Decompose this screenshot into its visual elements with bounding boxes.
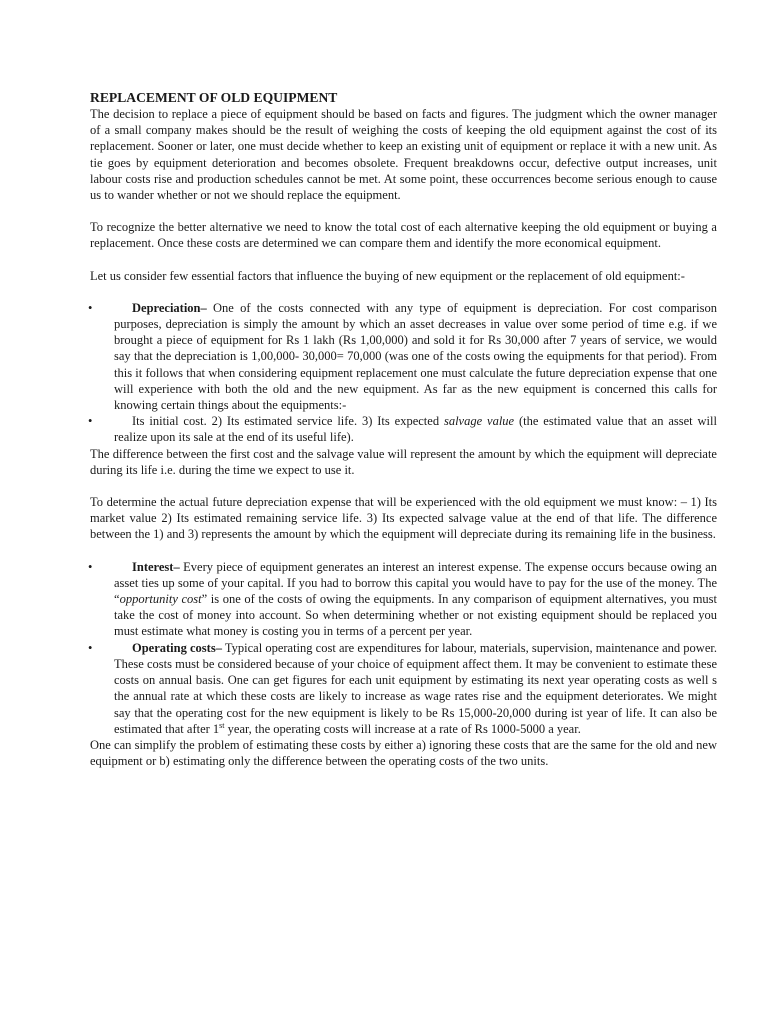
spacer [90,478,717,494]
operating-costs-text: Typical operating cost are expenditures for labour, materials, supervision, maintenance and power. These costs must be considered because of your choice of equipment affect them. It may be convenient to estimate these costs on annual basis. One can get figures for each unit equipment by estimating its next year operating costs as well s the annual rate at which these costs are likely to increase as wage rates rise and the equipment deteriorates. We might say that the operating cost for the new equipment is likely to be Rs 15,000-20,000 during ist year of life. It can also be estimated that after 1 [114,640,717,736]
bullet-icon: • [88,414,93,429]
final-paragraph: One can simplify the problem of estimating these costs by either a) ignoring these costs that are the same for the old and new equipment or b) estimating only the difference between the operating costs of the two units. [90,737,717,769]
operating-costs-text-end: year, the operating costs will increase at a rate of Rs 1000-5000 a year. [224,721,581,736]
salvage-value-term: salvage value [443,414,515,429]
factors-intro-paragraph: Let us consider few essential factors that influence the buying of new equipment or the replacement of old equipment:- [90,268,685,283]
spacer [90,543,717,559]
bullet-icon: • [88,559,93,574]
intro-paragraph: The decision to replace a piece of equipment should be based on facts and figures. The judgment which the owner manager of a small company makes should be the result of weighing the costs of keeping the old equipment against the cost of its replacement. Sooner or later, one must decide whether to keep an existing unit of equipment or replace it with a new unit. As tie goes by equipment deterioration and becomes obsolete. Frequent breakdowns occur, defective output increases, unit labour costs rise and production schedules cannot be met. At some point, these occurrences become serious enough to cause us to wander whether or not we should replace the equipment. [90,107,717,203]
document-title: REPLACEMENT OF OLD EQUIPMENT [90,90,338,105]
depreciation-heading: Depreciation [132,300,201,315]
interest-dash: – [173,559,180,574]
initial-cost-bullet [90,413,717,445]
depreciation-bullet [90,300,717,413]
spacer [90,203,717,219]
spacer [90,284,717,300]
depreciation-dash: – [200,300,207,315]
interest-text: Every piece of equipment generates an interest an interest expense. The expense occurs because owing an asset ties up some of your capital. If you had to borrow this capital you would have to pay for the use of the money. The “ [114,559,717,607]
interest-heading: Interest [132,559,174,574]
bullet-icon: • [88,640,93,655]
alternatives-paragraph: To recognize the better alternative we need to know the total cost of each alternative keeping the old equipment or buying a replacement. Once these costs are determined we can compare them and identify the more economical equipment. [90,220,717,251]
operating-costs-dash: – [215,640,222,655]
ordinal-suffix: st [219,720,225,730]
interest-bullet [90,559,717,640]
bullet-icon: • [88,300,93,315]
opportunity-cost-term: opportunity cost [119,592,202,607]
depreciation-text: One of the costs connected with any type of equipment is depreciation. For cost comparison purposes, depreciation is simply the amount by which an asset decreases in value over some period of time e.g. if we brought a piece of equipment for Rs 1 lakh (Rs 1,00,000) and sold it for Rs 30,000 after 7 years of service, we would say that the depreciation is 1,00,000- 30,000= 70,000 (was one of the costs owing the equipments for that period). From this it follows that when considering equipment replacement one must calculate the future depreciation expense that one will experience with both the old and the new equipment. As far as the new equipment is concerned this calls for knowing certain things about the equipments:- [114,300,717,413]
old-equipment-paragraph: To determine the actual future depreciation expense that will be experienced with the old equipment we must know: – 1) Its market value 2) Its estimated remaining service life. 3) Its expected salvage value at the end of that life. The difference between the 1) and 3) represents the amount by which the equipment will depreciate during its remaining life in the business. [90,495,717,542]
initial-cost-text: Its initial cost. 2) Its estimated service life. 3) Its expected [132,414,444,429]
spacer [90,252,717,268]
operating-costs-heading: Operating costs [132,640,216,655]
operating-costs-bullet [90,640,717,737]
difference-paragraph: The difference between the first cost and the salvage value will represent the amount by which the equipment will depreciate during its life i.e. during the time we expect to use it. [90,446,717,477]
interest-text-end: ” is one of the costs of owing the equipments. In any comparison of equipment alternatives, you must take the cost of money into account. So when determining whether or not existing equipment should be replaced you must estimate what money is costing you in terms of a percent per year. [114,592,717,639]
initial-cost-text-end: (the estimated value that an asset will realize upon its sale at the end of its useful life). [114,414,717,445]
document-page [90,90,717,769]
